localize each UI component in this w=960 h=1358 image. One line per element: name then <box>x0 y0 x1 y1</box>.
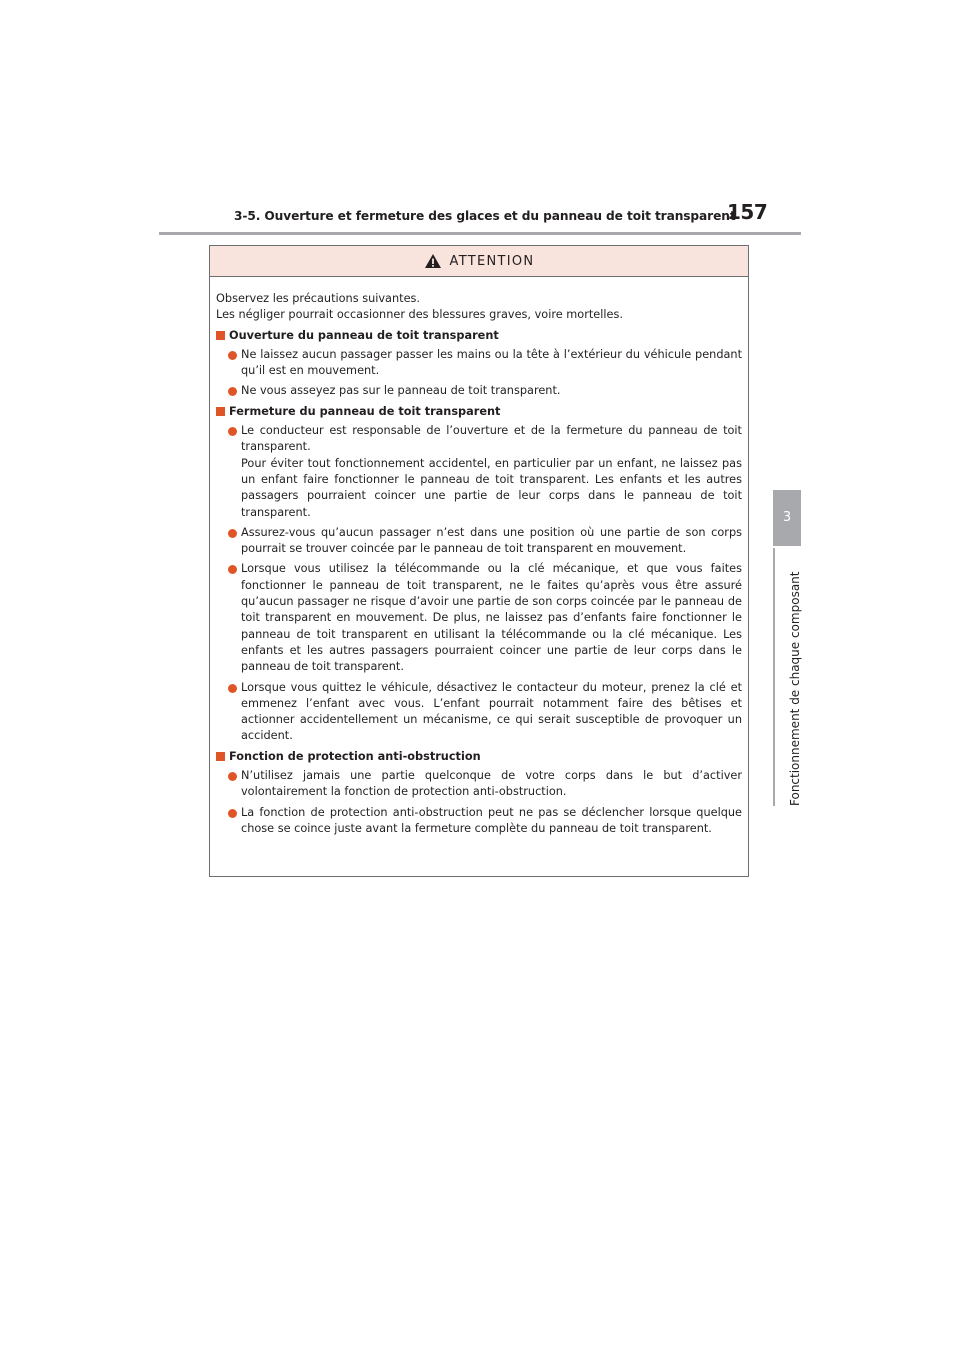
bullet-text: Ne laissez aucun passager passer les mains ou la tête à l’extérieur du véhicule pendant qu’il est en mouvement. <box>241 347 742 378</box>
circle-bullet-icon <box>228 351 237 360</box>
section-heading <box>216 749 742 765</box>
square-bullet-icon <box>216 331 225 340</box>
warning-triangle-icon <box>424 253 442 269</box>
circle-bullet-icon <box>228 684 237 693</box>
intro-line: Les négliger pourrait occasionner des blessures graves, voire mortelles. <box>216 308 623 322</box>
section-heading-text: Fermeture du panneau de toit transparent <box>229 404 501 418</box>
section-heading <box>216 328 742 344</box>
bullet-text: Lorsque vous quittez le véhicule, désactivez le contacteur du moteur, prenez la clé et emmenez l’enfant avec vous. L’enfant pourrait notamment faire des bêtises et actionner accidentellement un mécanisme, ce qui serait susceptible de provoquer un accident. <box>241 680 742 743</box>
bullet-item <box>228 383 742 399</box>
bullet-item <box>228 768 742 801</box>
bullet-item <box>228 561 742 675</box>
bullet-text: Assurez-vous qu’aucun passager n’est dans une position où une partie de son corps pourrait se trouver coincée par le panneau de toit transparent en mouvement. <box>241 525 742 556</box>
bullet-item <box>228 680 742 745</box>
chapter-tab: 3 <box>773 490 801 546</box>
circle-bullet-icon <box>228 529 237 538</box>
bullet-text: Ne vous asseyez pas sur le panneau de toit transparent. <box>241 384 561 398</box>
chapter-bar <box>773 548 775 806</box>
bullet-item <box>228 423 742 521</box>
page-number: 157 <box>727 200 768 224</box>
section-heading-text: Fonction de protection anti-obstruction <box>229 749 481 763</box>
warning-title: ATTENTION <box>449 253 535 269</box>
circle-bullet-icon <box>228 565 237 574</box>
warning-intro <box>216 291 742 324</box>
square-bullet-icon <box>216 407 225 416</box>
circle-bullet-icon <box>228 809 237 818</box>
bullet-text <box>241 423 742 521</box>
bullet-item <box>228 347 742 380</box>
section-heading <box>216 404 742 420</box>
bullet-text: La fonction de protection anti-obstruction peut ne pas se déclencher lorsque quelque chose se coince juste avant la fermeture complète du panneau de toit transparent. <box>241 805 742 835</box>
warning-box <box>209 245 749 877</box>
bullet-paragraph: Pour éviter tout fonctionnement accidentel, en particulier par un enfant, ne laissez pas un enfant faire fonctionner le panneau de toit transparent. Les enfants et les autres passagers pourraient coincer une partie de leur corps dans le panneau de toit transparent. <box>241 456 742 519</box>
section-heading-text: Ouverture du panneau de toit transparent <box>229 328 499 342</box>
circle-bullet-icon <box>228 387 237 396</box>
circle-bullet-icon <box>228 427 237 436</box>
bullet-text: Lorsque vous utilisez la télécommande ou la clé mécanique, et que vous faites fonctionner le panneau de toit transparent, ne le faites qu’après vous être assuré qu’aucun passager ne risque d’avoir une partie de son corps coincée par le panneau de toit transparent en mouvement. De plus, ne laissez pas d’enfants faire fonctionner le panneau de toit transparent en utilisant la télécommande ou la clé mécanique. Les enfants et les autres passagers pourraient coincer une partie de leur corps dans le panneau de toit transparent. <box>241 562 742 674</box>
header-title: 3-5. Ouverture et fermeture des glaces et du panneau de toit transparent <box>234 209 736 223</box>
header-rule <box>159 232 801 235</box>
circle-bullet-icon <box>228 772 237 781</box>
square-bullet-icon <box>216 752 225 761</box>
warning-header <box>210 246 748 277</box>
warning-section <box>216 749 742 837</box>
bullet-paragraph: Le conducteur est responsable de l’ouverture et de la fermeture du panneau de toit transparent. <box>241 424 742 454</box>
chapter-label: Fonctionnement de chaque composant <box>788 571 802 806</box>
warning-section <box>216 404 742 745</box>
intro-line: Observez les précautions suivantes. <box>216 292 421 305</box>
warning-body <box>210 277 748 837</box>
warning-section <box>216 328 742 400</box>
bullet-item <box>228 525 742 558</box>
bullet-item <box>228 805 742 838</box>
bullet-text: N’utilisez jamais une partie quelconque de votre corps dans le but d’activer volontairement la fonction de protection anti-obstruction. <box>241 769 742 799</box>
